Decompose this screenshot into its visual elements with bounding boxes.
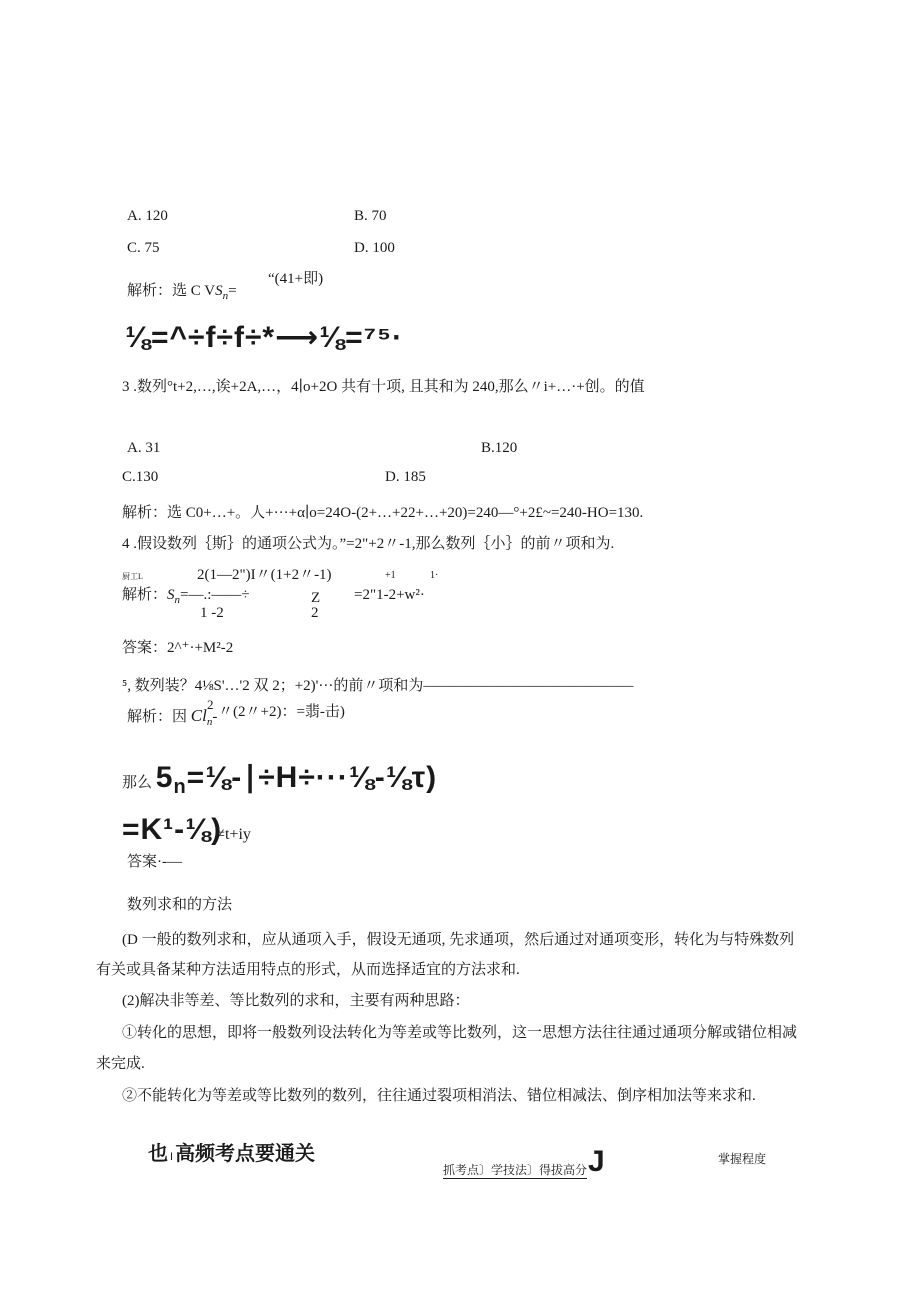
q4-denominator-2: 2	[311, 605, 319, 621]
q4-solution-middle: =—.:——÷	[180, 587, 250, 603]
q4-numerator: 2(1—2")I〃(1+2〃-1)	[197, 567, 332, 583]
method-line: (2)解决非等差、等比数列的求和，主要有两种思路：	[122, 993, 470, 1009]
method-line: ①转化的思想，即将一般数列设法转化为等差或等比数列，这一思想方法往往通过通项分解或错位相减	[122, 1025, 798, 1041]
section-tagline-mark: J	[588, 1145, 605, 1178]
q5-line2-var: 5	[155, 761, 174, 794]
q5-raised: 2	[207, 697, 214, 712]
q4-solution-prefix: 解析：	[122, 587, 168, 603]
section-heading	[148, 1142, 315, 1169]
q5-line2-lead: 那么	[122, 775, 156, 791]
section-bar: I	[170, 1151, 174, 1163]
q2-option-c: C. 75	[127, 240, 160, 256]
q5-solution	[127, 706, 217, 732]
q2-solution-eq: =	[228, 283, 237, 299]
q4-solution-var: S	[167, 587, 175, 603]
q4-z: Z	[311, 590, 321, 606]
q3-option-c: C.130	[122, 469, 159, 485]
q2-solution-prefix: 解析：选 C V	[127, 283, 216, 299]
q3-solution: 解析：选 C0+…+。人+···+α∣o=24O-(2+…+22+…+20)=240—°+2£~=240-HO=130.	[122, 505, 644, 521]
q5-line3	[122, 812, 251, 853]
q4-sup-1: +1	[385, 570, 396, 581]
q2-option-d: D. 100	[354, 240, 395, 256]
q5-line2-sub: n	[173, 776, 187, 798]
q2-solution-fraction-top: “(41+即)	[268, 271, 324, 287]
q5-line2-rest: =⅛-∣÷H÷···⅛-⅛τ)	[186, 761, 438, 794]
q5-line2	[122, 760, 437, 805]
q2-solution-var: S	[215, 283, 223, 299]
q4-solution-right: =2"1-2+w²·	[354, 587, 425, 603]
q4-sup-2: 1·	[430, 570, 439, 581]
q5-stem: ⁵, 数列装？4⅛S'…'2 双 2；+2)'···的前〃项和为——————————————	[122, 678, 634, 694]
method-line: 来完成.	[96, 1056, 145, 1072]
q3-option-a: A. 31	[127, 440, 161, 456]
method-line: ②不能转化为等差或等比数列的数列，往往通过裂项相消法、错位相减法、倒序相加法等来求和.	[122, 1088, 756, 1104]
q5-solution-rest: 〃(2〃+2)：=翡-击)	[218, 704, 345, 720]
q3-option-b: B.120	[481, 440, 518, 456]
q5-solution-prefix: 解析：因	[127, 709, 191, 725]
q4-solution-line	[122, 585, 250, 610]
q5-solution-var: Cl	[190, 706, 207, 725]
q4-stem: 4 .假设数列｛斯｝的通项公式为。”=2"+2〃-1,那么数列｛小｝的前〃项和为.	[122, 536, 615, 552]
q4-answer: 答案：2^⁺·+M²-2	[122, 640, 234, 656]
method-title: 数列求和的方法	[127, 897, 233, 913]
q2-solution	[127, 281, 237, 306]
mastery-label: 掌握程度	[718, 1152, 767, 1166]
q5-solution-dash: -	[212, 709, 218, 725]
q4-tiny-label: 厨工L	[122, 572, 143, 581]
section-tagline: 抓考点〕学技法〕得拔高分	[443, 1163, 588, 1177]
q2-option-b: B. 70	[354, 208, 387, 224]
section-heading-text: 高频考点要通关	[175, 1143, 316, 1165]
q5-solution-sub: n	[206, 716, 213, 728]
q2-option-a: A. 120	[127, 208, 168, 224]
q2-solution-sub: n	[222, 290, 229, 302]
q4-solution-sub: n	[174, 594, 181, 606]
q5-line3-small: ≠t+iy	[216, 826, 251, 843]
method-line: 有关或具备某种方法适用特点的形式，从而选择适宜的方法求和.	[96, 962, 520, 978]
q2-formula: ⅛=^÷f÷f÷*⟶⅛=⁷⁵·	[125, 321, 404, 354]
q5-answer: 答案·-—	[127, 854, 182, 870]
method-line: (D 一般的数列求和，应从通项入手，假设无通项, 先求通项，然后通过对通项变形，转化为与特殊数列	[122, 932, 795, 948]
q5-line3-big: =K¹-⅛)	[122, 813, 223, 846]
q4-denominator-1: 1 -2	[200, 605, 224, 621]
q3-option-d: D. 185	[385, 469, 426, 485]
section-icon: 也	[148, 1143, 168, 1165]
q3-stem: 3 .数列°t+2,…,诶+2A,…，4∣o+2O 共有十项, 且其和为 240,那么〃i+…·+创。的值	[122, 379, 645, 395]
